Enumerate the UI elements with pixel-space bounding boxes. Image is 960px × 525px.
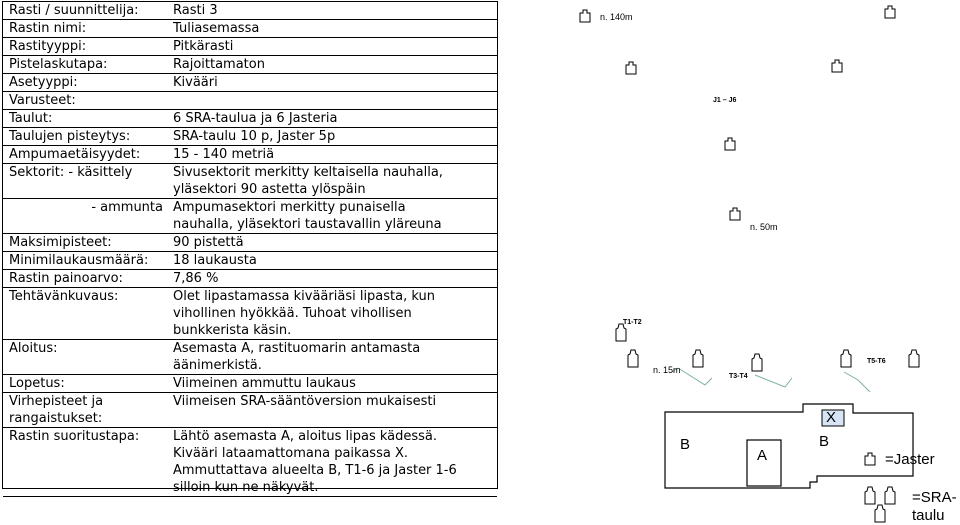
info-row-value: 6 SRA-taulua ja 6 Jasteria (169, 110, 497, 128)
jaster-target-icon (885, 6, 895, 18)
sra-target-icon (752, 354, 762, 371)
info-row-label: Ampumaetäisyydet: (3, 146, 169, 164)
info-row (3, 92, 497, 110)
info-row-label: Rastin nimi: (3, 20, 169, 38)
info-row (3, 199, 497, 234)
info-row-value: Tuliasemassa (169, 20, 497, 38)
info-row-label: Minimilaukausmäärä: (3, 252, 169, 270)
stage-info-table (2, 1, 498, 495)
sra-target-icon (693, 350, 703, 367)
legend-jaster-label: =Jaster (885, 451, 935, 468)
info-row-value: 7,86 % (169, 270, 497, 288)
info-row (3, 270, 497, 288)
target-t3-t4-label: T3-T4 (729, 373, 748, 380)
info-row-value: 90 pistettä (169, 234, 497, 252)
sra-target-icon (841, 350, 851, 367)
info-row (3, 393, 497, 428)
position-x-label: X (826, 409, 837, 426)
legend-sra-icon (865, 487, 875, 504)
wall-line (678, 368, 712, 385)
info-row (3, 128, 497, 146)
info-row-value: Kivääri (169, 74, 497, 92)
distance-50m-label: n. 50m (750, 222, 778, 232)
info-row-label: Rastin painoarvo: (3, 270, 169, 288)
info-row-value: Viimeisen SRA-sääntöversion mukaisesti (169, 393, 497, 428)
zone-b-left-label: B (680, 436, 691, 453)
info-row (3, 428, 497, 497)
zone-b-right-label: B (819, 433, 830, 450)
info-row (3, 375, 497, 393)
info-row-label: Rastin suoritustapa: (3, 428, 169, 497)
info-row-value: 18 laukausta (169, 252, 497, 270)
wall-line (844, 372, 870, 392)
info-row (3, 288, 497, 340)
jaster-target-icon (832, 60, 842, 72)
wall-line (755, 375, 792, 387)
info-row (3, 20, 497, 38)
info-row-label: Sektorit: - käsittely (3, 164, 169, 199)
info-row-label: Asetyyppi: (3, 74, 169, 92)
info-row-label: Aloitus: (3, 340, 169, 375)
sra-target-icon (628, 350, 638, 367)
info-row-label: - ammunta (3, 199, 169, 234)
info-row-label: Taulujen pisteytys: (3, 128, 169, 146)
jaster-target-icon (580, 10, 590, 22)
shooting-area-outline (665, 404, 913, 488)
info-row-label: Tehtävänkuvaus: (3, 288, 169, 340)
info-row-value: Rasti 3 (169, 2, 497, 20)
legend-sra-label: =SRA- taulu (912, 489, 957, 524)
info-row-label: Maksimipisteet: (3, 234, 169, 252)
info-row (3, 56, 497, 74)
info-row-value: Sivusektorit merkitty keltaisella nauhalla, yläsektori 90 astetta ylöspäin (169, 164, 497, 199)
info-row (3, 340, 497, 375)
target-t1-t2-label: T1-T2 (623, 319, 642, 326)
info-row (3, 164, 497, 199)
zone-a-label: A (757, 447, 768, 464)
stage-map-drawing (560, 0, 960, 524)
stage-map (560, 0, 960, 524)
sra-target-icon (909, 350, 919, 367)
jaster-group-label: J1 – J6 (713, 97, 737, 104)
info-row-label: Virhepisteet ja rangaistukset: (3, 393, 169, 428)
distance-15m-label: n. 15m (653, 365, 681, 375)
info-row-value: Asemasta A, rastituomarin antamasta äänimerkistä. (169, 340, 497, 375)
info-row-value: SRA-taulu 10 p, Jaster 5p (169, 128, 497, 146)
info-row (3, 234, 497, 252)
info-row-value: Ampumasektori merkitty punaisella nauhalla, yläsektori taustavallin yläreuna (169, 199, 497, 234)
info-row-value: Viimeinen ammuttu laukaus (169, 375, 497, 393)
info-row-value: Rajoittamaton (169, 56, 497, 74)
legend-sra-icon (875, 505, 885, 522)
info-row-value: Lähtö asemasta A, aloitus lipas kädessä. Kivääri lataamattomana paikassa X. Ammuttattava alueelta B, T1-6 ja Jaster 1-6 silloin kun ne näkyvät. (169, 428, 497, 497)
info-row (3, 74, 497, 92)
info-row-label: Rasti / suunnittelija: (3, 2, 169, 20)
info-row (3, 146, 497, 164)
info-row-label: Varusteet: (3, 92, 169, 110)
distance-140m-label: n. 140m (600, 12, 633, 22)
jaster-target-icon (626, 62, 636, 74)
legend-sra-icon (885, 487, 895, 504)
info-row-label: Pistelaskutapa: (3, 56, 169, 74)
info-row (3, 38, 497, 56)
jaster-target-icon (730, 208, 740, 220)
jaster-target-icon (725, 138, 735, 150)
info-row-label: Lopetus: (3, 375, 169, 393)
info-row (3, 252, 497, 270)
info-row (3, 2, 497, 20)
info-row-value: 15 - 140 metriä (169, 146, 497, 164)
info-row-value: Pitkärasti (169, 38, 497, 56)
info-row-value (169, 92, 497, 110)
target-t5-t6-label: T5-T6 (867, 358, 886, 365)
info-row-label: Rastityyppi: (3, 38, 169, 56)
info-row-value: Olet lipastamassa kivääriäsi lipasta, kun vihollinen hyökkää. Tuhoat vihollisen bunkkerista käsin. (169, 288, 497, 340)
info-row (3, 110, 497, 128)
info-row-label: Taulut: (3, 110, 169, 128)
